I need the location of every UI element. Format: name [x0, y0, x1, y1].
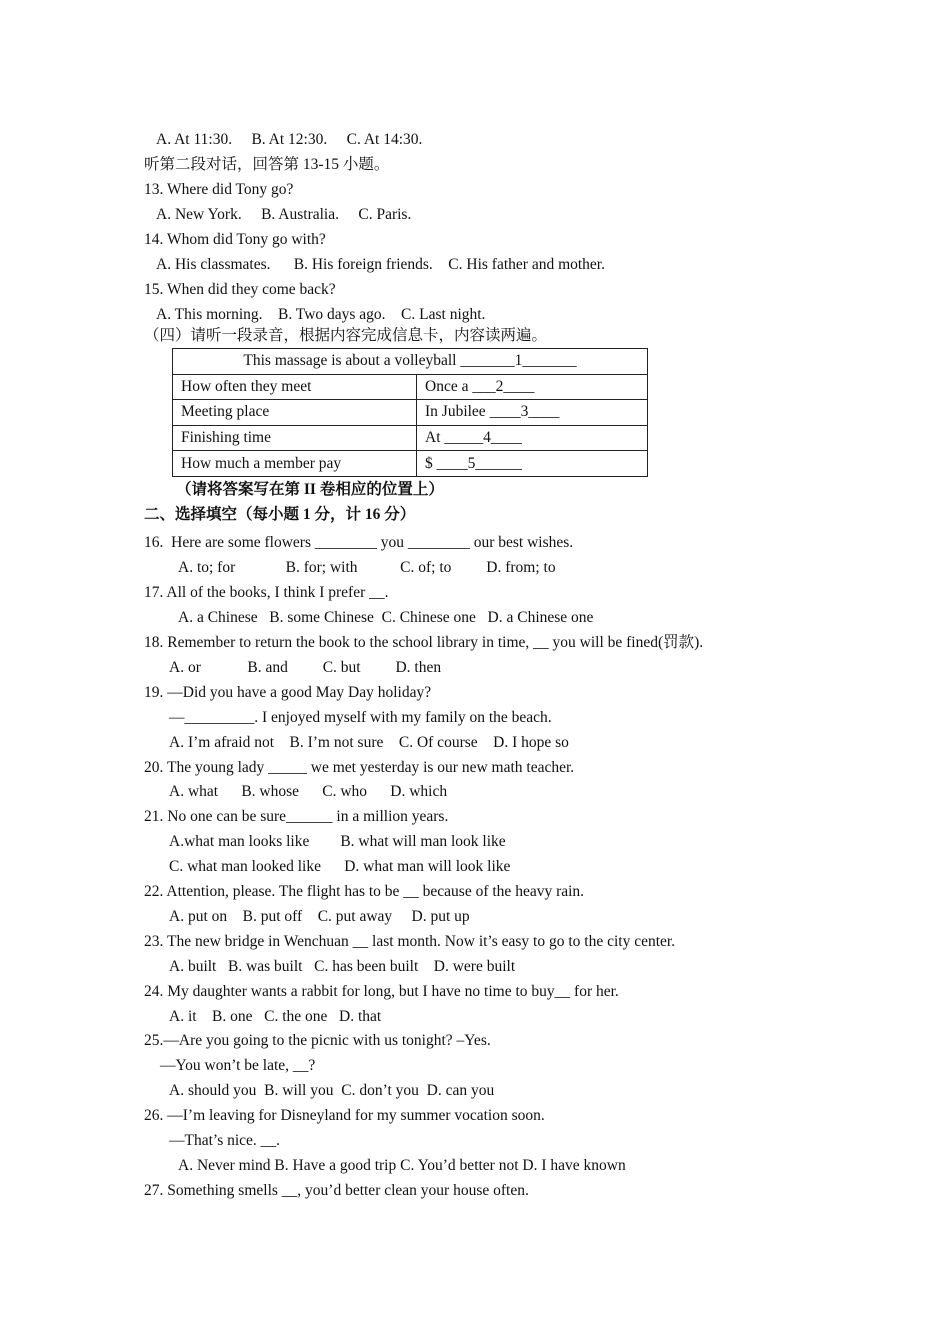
- q26-response: —That’s nice. __.: [169, 1132, 281, 1149]
- info-card-value: In Jubilee ____3____: [417, 400, 648, 426]
- info-card-table: [172, 348, 648, 477]
- answer-note: （请将答案写在第 II 卷相应的位置上）: [176, 481, 444, 498]
- info-card-row: [173, 425, 648, 451]
- q17-options: A. a Chinese B. some Chinese C. Chinese one D. a Chinese one: [178, 609, 594, 626]
- info-card-label: Meeting place: [173, 400, 417, 426]
- q27-stem: 27. Something smells __, you’d better clean your house often.: [144, 1182, 529, 1199]
- q15-stem: 15. When did they come back?: [144, 281, 336, 298]
- q21-options-cd: C. what man looked like D. what man will look like: [169, 858, 511, 875]
- q13-stem: 13. Where did Tony go?: [144, 181, 294, 198]
- q20-stem: 20. The young lady _____ we met yesterday is our new math teacher.: [144, 759, 575, 776]
- q19-options: A. I’m afraid not B. I’m not sure C. Of course D. I hope so: [169, 734, 569, 751]
- info-card-row: [173, 451, 648, 477]
- q19-response: —_________. I enjoyed myself with my family on the beach.: [169, 709, 552, 726]
- q24-stem: 24. My daughter wants a rabbit for long, but I have no time to buy__ for her.: [144, 983, 619, 1000]
- q14-options: A. His classmates. B. His foreign friends. C. His father and mother.: [156, 256, 605, 273]
- info-card-header-row: [173, 349, 648, 375]
- q16-stem: 16. Here are some flowers ________ you ________ our best wishes.: [144, 534, 574, 551]
- q20-options: A. what B. whose C. who D. which: [169, 783, 448, 800]
- info-card-row: [173, 374, 648, 400]
- part2-title: 二、选择填空（每小题 1 分，计 16 分）: [144, 506, 416, 523]
- q21-options-ab: A.what man looks like B. what will man look like: [169, 833, 506, 850]
- q18-stem: 18. Remember to return the book to the school library in time, __ you will be fined(罚款).: [144, 634, 704, 651]
- q26-stem: 26. —I’m leaving for Disneyland for my summer vocation soon.: [144, 1107, 545, 1124]
- q25-options: A. should you B. will you C. don’t you D. can you: [169, 1082, 495, 1099]
- q13-options: A. New York. B. Australia. C. Paris.: [156, 206, 412, 223]
- q23-options: A. built B. was built C. has been built D. were built: [169, 958, 516, 975]
- q17-stem: 17. All of the books, I think I prefer __.: [144, 584, 389, 601]
- q19-stem: 19. —Did you have a good May Day holiday?: [144, 684, 432, 701]
- info-card-row: [173, 400, 648, 426]
- q18-options: A. or B. and C. but D. then: [169, 659, 442, 676]
- q16-options: A. to; for B. for; with C. of; to D. from; to: [178, 559, 556, 576]
- q22-options: A. put on B. put off C. put away D. put up: [169, 908, 470, 925]
- q22-stem: 22. Attention, please. The flight has to be __ because of the heavy rain.: [144, 883, 585, 900]
- q14-stem: 14. Whom did Tony go with?: [144, 231, 326, 248]
- info-card-value: At _____4____: [417, 425, 648, 451]
- q21-stem: 21. No one can be sure______ in a million years.: [144, 808, 449, 825]
- q25-response: —You won’t be late, __?: [160, 1057, 316, 1074]
- q15-options: A. This morning. B. Two days ago. C. Last night.: [156, 306, 486, 323]
- info-card-label: How much a member pay: [173, 451, 417, 477]
- section2-instruction: 听第二段对话，回答第 13-15 小题。: [144, 156, 390, 173]
- info-card-value: $ ____5______: [417, 451, 648, 477]
- q24-options: A. it B. one C. the one D. that: [169, 1008, 382, 1025]
- info-card-label: Finishing time: [173, 425, 417, 451]
- q12-options: A. At 11:30. B. At 12:30. C. At 14:30.: [156, 131, 423, 148]
- info-card-header: This massage is about a volleyball _______1_______: [173, 349, 648, 375]
- info-card-label: How often they meet: [173, 374, 417, 400]
- info-card-value: Once a ___2____: [417, 374, 648, 400]
- part4-instruction: （四）请听一段录音，根据内容完成信息卡，内容读两遍。: [144, 327, 548, 344]
- q26-options: A. Never mind B. Have a good trip C. You’d better not D. I have known: [178, 1157, 626, 1174]
- q25-stem: 25.—Are you going to the picnic with us tonight? –Yes.: [144, 1032, 491, 1049]
- q23-stem: 23. The new bridge in Wenchuan __ last month. Now it’s easy to go to the city center.: [144, 933, 676, 950]
